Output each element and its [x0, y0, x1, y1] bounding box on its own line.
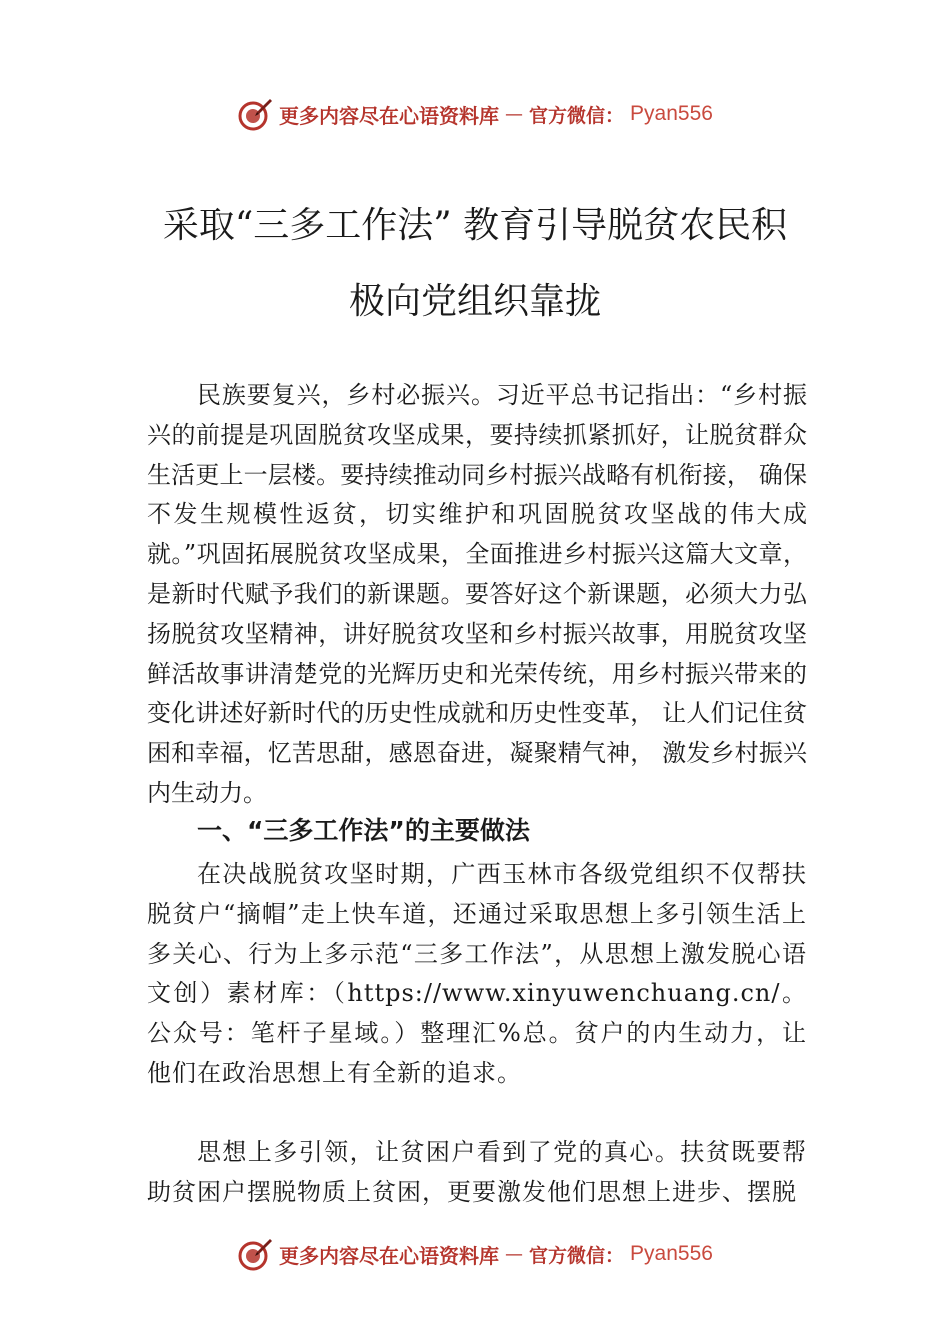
paragraph-intro: 民族要复兴，乡村必振兴。习近平总书记指出：“乡村振兴的前提是巩固脱贫攻坚成果，要持续抓紧抓好，让脱贫群众生活更上一层楼。要持续推动同乡村振兴战略有机衔接， 确保不发生规模性返贫，切实维护和巩固脱贫攻坚战的伟大成就。”巩固拓展脱贫攻坚成果，全面推进乡村振兴这篇大文章，是新时代赋予我们的新课题。要答好这个新课题，必须大力弘扬脱贫攻坚精神，讲好脱贫攻坚和乡村振兴故事，用脱贫攻坚鲜活故事讲清楚党的光辉历史和光荣传统，用乡村振兴带来的变化讲述好新时代的历史性成就和历史性变革， 让人们记住贫困和幸福，忆苦思甜，感恩奋进，凝聚精气神， 激发乡村振兴内生动力。 — [147, 381, 807, 807]
banner-brand-text: 更多内容尽在心语资料库 — [279, 103, 500, 128]
banner-dash: — — [505, 103, 524, 125]
footer-wechat-label: 官方微信： — [529, 1244, 625, 1267]
title-line-1: 采取“三多工作法” 教育引导脱贫农民积 — [162, 205, 788, 246]
header-banner — [0, 92, 950, 136]
footer-brand-text: 更多内容尽在心语资料库 — [279, 1243, 500, 1268]
banner-wechat-id: Pyan556 — [630, 102, 713, 125]
pen-seal-logo-icon — [237, 96, 273, 132]
title-line-2: 极向党组织靠拢 — [348, 281, 601, 322]
banner-wechat-label: 官方微信： — [529, 104, 625, 127]
document-title — [120, 188, 830, 340]
pen-seal-logo-icon — [237, 1236, 273, 1272]
paragraph-guidance: 思想上多引领，让贫困户看到了党的真心。扶贫既要帮助贫困户摆脱物质上贫困，更要激发他们思想上进步、摆脱 — [147, 1138, 807, 1206]
footer-dash: — — [505, 1243, 524, 1265]
paragraph-practice: 在决战脱贫攻坚时期，广西玉林市各级党组织不仅帮扶脱贫户“摘帽”走上快车道，还通过采取思想上多引领生活上多关心、行为上多示范“三多工作法”，从思想上激发脱心语文创）素材库：（https://www.xinyuwenchuang.cn/。公众号：笔杆子星域。）整理汇%总。贫户的内生动力，让他们在政治思想上有全新的追求。 — [147, 860, 807, 1087]
footer-banner — [0, 1232, 950, 1276]
footer-wechat-id: Pyan556 — [630, 1242, 713, 1265]
section-heading-1: 一、“三多工作法”的主要做法 — [197, 816, 530, 845]
